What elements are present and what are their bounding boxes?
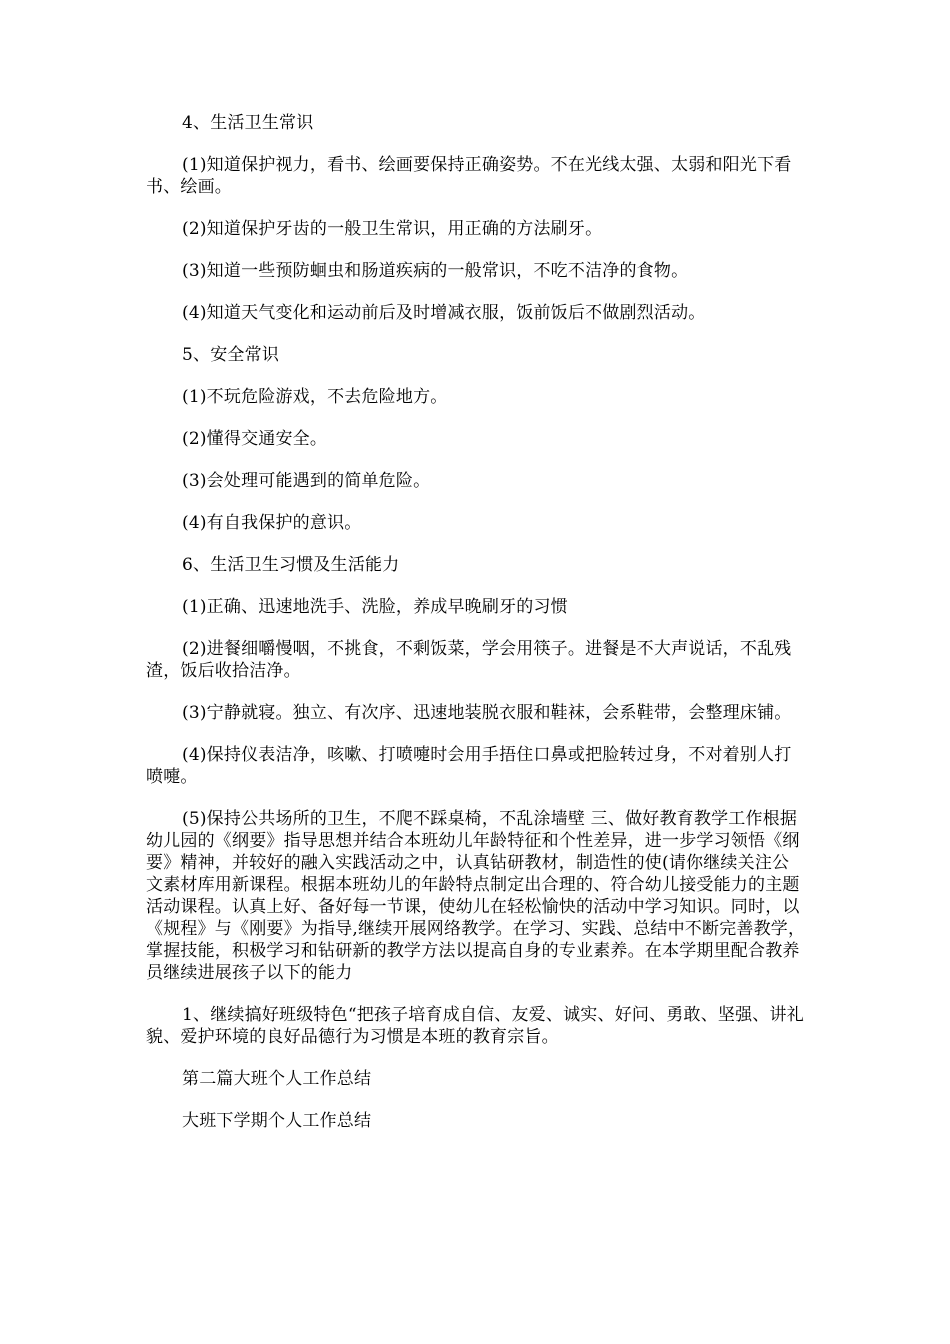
section-heading-habits: 6、生活卫生习惯及生活能力 [182,555,400,575]
heading-semester-summary: 大班下学期个人工作总结 [182,1111,372,1131]
paragraph-dangerous-games: (1)不玩危险游戏，不去危险地方。 [182,387,448,407]
heading-second-article: 第二篇大班个人工作总结 [182,1069,372,1089]
paragraph-appearance: (4)保持仪表洁净，咳嗽、打喷嚏时会用手捂住口鼻或把脸转过身，不对着别人打喷嚏。 [146,745,792,787]
paragraph-disease-prevention: (3)知道一些预防蛔虫和肠道疾病的一般常识，不吃不洁净的食物。 [182,261,689,281]
paragraph-class-features: 1、继续搞好班级特色“把孩子培育成自信、友爱、诚实、好问、勇敢、坚强、讲礼貌、爱护环境的良好品德行为习惯是本班的教育宗旨。 [146,1005,804,1047]
paragraph-handle-danger: (3)会处理可能遇到的简单危险。 [182,471,431,491]
paragraph-clothing: (4)知道天气变化和运动前后及时增减衣服，饭前饭后不做剧烈活动。 [182,303,706,323]
section-heading-hygiene: 4、生活卫生常识 [182,113,314,133]
paragraph-washing: (1)正确、迅速地洗手、洗脸，养成早晚刷牙的习惯 [182,597,568,617]
paragraph-teeth: (2)知道保护牙齿的一般卫生常识，用正确的方法刷牙。 [182,219,603,239]
paragraph-public-hygiene-teaching: (5)保持公共场所的卫生，不爬不踩桌椅，不乱涂墙壁 三、做好教育教学工作根据幼儿园的《纲要》指导思想并结合本班幼儿年龄特征和个性差异，进一步学习领悟《纲要》精神，并较好的融入实践活动之中，认真钻研教材，制造性的使(请你继续关注公文素材库用新课程。根据本班幼儿的年龄特点制定出合理的、符合幼儿接受能力的主题活动课程。认真上好、备好每一节课，使幼儿在轻松愉快的活动中学习知识。同时，以《规程》与《刚要》为指导,继续开展网络教学。在学习、实践、总结中不断完善教学，掌握技能，积极学习和钻研新的教学方法以提高自身的专业素养。在本学期里配合教养员继续进展孩子以下的能力 [146,809,806,983]
paragraph-eyesight: (1)知道保护视力，看书、绘画要保持正确姿势。不在光线太强、太弱和阳光下看书、绘画。 [146,155,792,197]
section-heading-safety: 5、安全常识 [182,345,280,365]
document-body [146,112,806,1152]
paragraph-sleeping: (3)宁静就寝。独立、有次序、迅速地装脱衣服和鞋袜，会系鞋带，会整理床铺。 [182,703,792,723]
paragraph-self-protection: (4)有自我保护的意识。 [182,513,362,533]
paragraph-eating: (2)进餐细嚼慢咽，不挑食，不剩饭菜，学会用筷子。进餐是不大声说话，不乱残渣，饭后收拾洁净。 [146,639,792,681]
paragraph-traffic-safety: (2)懂得交通安全。 [182,429,328,449]
